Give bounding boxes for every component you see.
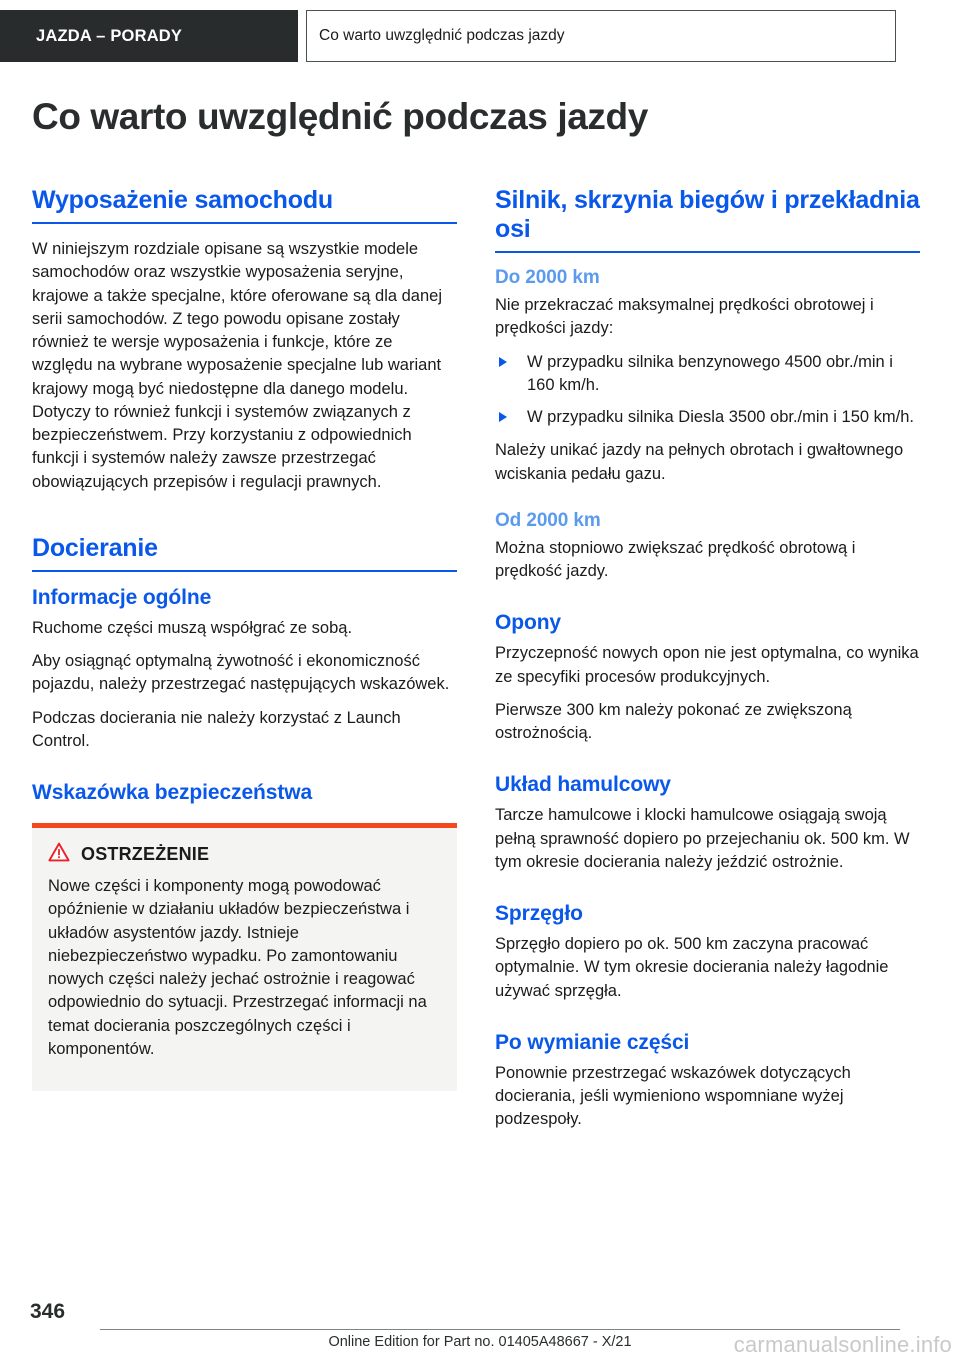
list-item (495, 406, 920, 429)
paragraph-wyposazenie: W niniejszym rozdziale opisane są wszystkie modele samochodów oraz wszystkie wyposażenia seryjne, krajowe a także specjalne, które oferowane są dla danej serii samochodów. Z tego powodu opisane zostały również te wersje wyposażenia i funkcje, które ze względu na wybrane wyposażenie specjalne lub wariant krajowy mogą być niedostępne dla danego modelu. Dotyczy to również funkcji i systemów związanych z bezpieczeństwem. Przy korzystaniu z odpowiednich funkcji i systemów należy zawsze przestrzegać obowiązujących przepisów i regulacji prawnych. (32, 240, 442, 491)
heading-silnik-skrzynia-biegow: Silnik, skrzynia biegów i przekładnia osi (495, 186, 920, 253)
list-item-label: W przypadku silnika benzynowego 4500 obr./min i 160 km/h. (527, 352, 893, 394)
paragraph-tarcze-hamulcowe: Tarcze hamulcowe i klocki hamulcowe osiągają swoją pełną sprawność dopiero po przejechaniu ok. 500 km. W tym okresie docierania należy jeździć ostrożnie. (495, 806, 910, 871)
header-chapter-badge (0, 10, 298, 62)
page-footer (0, 1272, 960, 1362)
paragraph-przyczepnosc: Przyczepność nowych opon nie jest optymalna, co wynika ze specyfiki procesów produkcyjnych. (495, 644, 919, 686)
paragraph-sprzeglo: Sprzęgło dopiero po ok. 500 km zaczyna pracować optymalnie. W tym okresie docierania należy łagodnie używać sprzęgła. (495, 935, 889, 1000)
heading-sprzeglo: Sprzęgło (495, 902, 583, 925)
triangle-bullet-icon (499, 357, 507, 367)
warning-triangle-icon (48, 842, 70, 867)
footer-edition-line: Online Edition for Part no. 01405A48667 - X/21 (328, 1334, 632, 1350)
heading-od-2000-km: Od 2000 km (495, 509, 601, 531)
paragraph-nalezy-unikac: Należy unikać jazdy na pełnych obrotach i gwałtownego wciskania pedału gazu. (495, 441, 904, 483)
page-number: 346 (30, 1300, 66, 1323)
content-columns (32, 186, 920, 1132)
footer-divider (100, 1329, 900, 1330)
paragraph-ponownie-przestrzegac: Ponownie przestrzegać wskazówek dotyczących docierania, jeśli wymieniono wspomniane wyżej podzespoły. (495, 1063, 851, 1129)
paragraph-nie-przekraczac: Nie przekraczać maksymalnej prędkości obrotowej i prędkości jazdy: (495, 296, 874, 338)
paragraph-pierwsze-300km: Pierwsze 300 km należy pokonać ze zwiększoną ostrożnością. (495, 700, 852, 742)
paragraph-ruchome-czesci: Ruchome części muszą współgrać ze sobą. (32, 618, 353, 637)
paragraph-mozna-stopniowo: Można stopniowo zwiększać prędkość obrotową i prędkość jazdy. (495, 538, 856, 580)
heading-informacje-ogolne: Informacje ogólne (32, 585, 212, 609)
heading-opony: Opony (495, 611, 561, 635)
page-title: Co warto uwzględnić podczas jazdy (32, 96, 648, 137)
warning-box (32, 823, 457, 1091)
bullet-list-predkosci (495, 351, 920, 430)
heading-docieranie: Docieranie (32, 534, 457, 572)
list-item-label: W przypadku silnika Diesla 3500 obr./min i 150 km/h. (527, 408, 915, 426)
triangle-bullet-icon (499, 412, 507, 422)
warning-header (48, 842, 441, 867)
right-column (495, 186, 920, 1132)
paragraph-aby-osiagnac: Aby osiągnąć optymalną żywotność i ekonomiczność pojazdu, należy przestrzegać następujących wskazówek. (32, 652, 450, 694)
footer-watermark: carmanualsonline.info (733, 1332, 952, 1357)
list-item (495, 351, 920, 398)
header-section-box (306, 10, 896, 62)
heading-do-2000-km: Do 2000 km (495, 267, 600, 288)
heading-po-wymianie-czesci: Po wymianie części (495, 1030, 690, 1054)
paragraph-podczas-docierania: Podczas docierania nie należy korzystać z Launch Control. (32, 708, 401, 750)
heading-uklad-hamulcowy: Układ hamulcowy (495, 773, 671, 797)
header-chapter-label: JAZDA – PORADY (36, 26, 183, 45)
left-column (32, 186, 457, 1132)
page-header (0, 10, 896, 62)
header-section-label: Co warto uwzględnić podczas jazdy (319, 27, 565, 44)
heading-wskazowka-bezpieczenstwa: Wskazówka bezpieczeństwa (32, 781, 313, 804)
warning-title: OSTRZEŻENIE (81, 844, 210, 864)
warning-text: Nowe części i komponenty mogą powodować opóźnienie w działaniu układów bezpieczeństwa i układów asystentów jazdy. Istnieje niebezpieczeństwo wypadku. Po zamontowaniu nowych części należy jechać ostrożnie i reagować odpowiednio do sytuacji. Przestrzegać informacji na temat docierania poszczególnych części i komponentów. (48, 877, 427, 1058)
heading-wyposazenie-samochodu: Wyposażenie samochodu (32, 186, 457, 224)
